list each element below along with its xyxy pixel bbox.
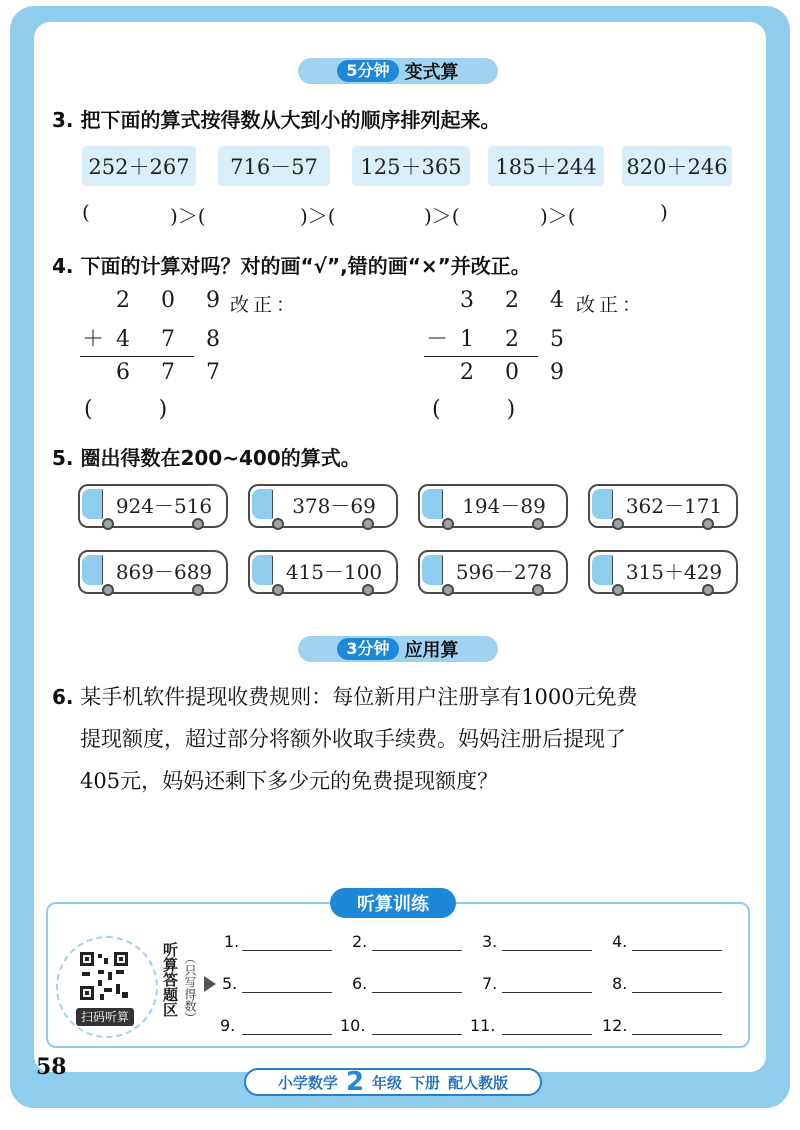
expression-box: 185＋244 <box>488 146 604 186</box>
paren-gt: )＞( <box>540 204 576 228</box>
page-number: 58 <box>36 1054 67 1080</box>
bus-label: 378－69 <box>292 494 376 518</box>
wheel-icon <box>362 518 374 530</box>
bus-window-icon <box>252 555 273 585</box>
listening-title: 听算训练 <box>330 888 456 918</box>
paren: ) <box>660 200 668 224</box>
bus-window-icon <box>592 489 613 519</box>
judgment-paren[interactable]: ( ) <box>84 397 168 422</box>
minuend: 3 2 4 <box>460 288 576 313</box>
difference-line <box>424 356 538 357</box>
addend-bottom: ＋4 7 8 <box>82 327 232 352</box>
bus-expression[interactable] <box>588 484 736 530</box>
bus-expression[interactable] <box>78 484 226 530</box>
book-info-footer <box>244 1068 542 1096</box>
paren: ( <box>82 200 90 224</box>
bus-window-icon <box>592 555 613 585</box>
bus-expression[interactable] <box>418 550 566 596</box>
bus-expression[interactable] <box>248 484 396 530</box>
q6-line: 某手机软件提现收费规则：每位新用户注册享有1000元免费 <box>80 685 638 709</box>
sum-result: 6 7 7 <box>116 360 232 385</box>
wheel-icon <box>272 518 284 530</box>
question-3-title: 3. 把下面的算式按得数从大到小的顺序排列起来。 <box>52 108 501 132</box>
answer-number: 8. <box>612 974 628 993</box>
wheel-icon <box>442 518 454 530</box>
grade-unit: 年级 <box>372 1073 403 1092</box>
bus-label: 315＋429 <box>625 560 723 584</box>
bus-label: 362－171 <box>625 494 723 518</box>
grade-number: 2 <box>345 1067 365 1097</box>
bus-window-icon <box>422 555 443 585</box>
section-title: 变式算 <box>404 62 459 83</box>
answer-blank[interactable] <box>372 992 462 993</box>
arrow-right-icon <box>204 976 216 992</box>
answer-number: 12. <box>602 1016 628 1035</box>
bus-window-icon <box>252 489 273 519</box>
section-time-badge: 3分钟 <box>337 638 398 660</box>
qr-code-icon[interactable] <box>78 950 130 1002</box>
answer-number: 9. <box>220 1016 236 1035</box>
answer-number: 11. <box>470 1016 496 1035</box>
subtrahend: －1 2 5 <box>426 327 576 352</box>
expression-box: 125＋365 <box>352 146 470 186</box>
bus-expression[interactable] <box>248 550 396 596</box>
expression-box: 716－57 <box>218 146 330 186</box>
answer-blank[interactable] <box>632 992 722 993</box>
bus-label: 924－516 <box>115 494 213 518</box>
bus-label: 194－89 <box>462 494 546 518</box>
section-title: 应用算 <box>404 640 459 661</box>
answer-number: 5. <box>222 974 238 993</box>
bus-window-icon <box>82 489 103 519</box>
section-header-variation <box>298 58 498 84</box>
subject-label: 小学数学 <box>277 1073 338 1092</box>
answer-number: 7. <box>482 974 498 993</box>
answer-blank[interactable] <box>502 1034 592 1035</box>
bus-label: 869－689 <box>115 560 213 584</box>
answer-number: 1. <box>224 932 240 951</box>
section-time-badge: 5分钟 <box>337 60 398 82</box>
judgment-paren[interactable]: ( ) <box>432 397 516 422</box>
sum-line <box>80 356 194 357</box>
wheel-icon <box>272 584 284 596</box>
correction-label: 改正： <box>230 294 300 316</box>
addend-top: 2 0 9 <box>116 288 232 313</box>
wheel-icon <box>442 584 454 596</box>
bus-label: 596－278 <box>455 560 553 584</box>
paren-gt: )＞( <box>170 204 206 228</box>
wheel-icon <box>612 584 624 596</box>
wheel-icon <box>612 518 624 530</box>
answer-note: （只写得数） <box>183 952 197 1024</box>
question-6-text <box>52 676 742 802</box>
answer-blank[interactable] <box>632 950 722 951</box>
difference-result: 2 0 9 <box>460 360 576 385</box>
answer-number: 6. <box>352 974 368 993</box>
section-header-application <box>298 636 498 662</box>
expression-box: 820＋246 <box>622 146 732 186</box>
paren-gt: )＞( <box>424 204 460 228</box>
wheel-icon <box>532 584 544 596</box>
wheel-icon <box>702 518 714 530</box>
answer-blank[interactable] <box>502 992 592 993</box>
correction-label: 改正： <box>576 294 646 316</box>
bus-label: 415－100 <box>285 560 383 584</box>
q6-line: 提现额度，超过部分将额外收取手续费。妈妈注册后提现了 <box>80 727 626 751</box>
paren-gt: )＞( <box>300 204 336 228</box>
bus-expression[interactable] <box>588 550 736 596</box>
answer-blank[interactable] <box>242 950 332 951</box>
question-4-title: 4. 下面的计算对吗？对的画“√”,错的画“×”并改正。 <box>52 254 531 278</box>
bus-expression[interactable] <box>78 550 226 596</box>
q6-line: 405元，妈妈还剩下多少元的免费提现额度？ <box>80 769 499 793</box>
answer-blank[interactable] <box>242 1034 332 1035</box>
wheel-icon <box>702 584 714 596</box>
answer-number: 10. <box>340 1016 366 1035</box>
volume-label: 下册 <box>410 1073 441 1092</box>
question-number: 6. <box>52 685 74 709</box>
answer-blank[interactable] <box>242 992 332 993</box>
qr-label: 扫码听算 <box>76 1008 134 1026</box>
bus-window-icon <box>82 555 103 585</box>
bus-expression[interactable] <box>418 484 566 530</box>
question-5-title: 5. 圈出得数在200~400的算式。 <box>52 446 361 470</box>
edition-label: 配人教版 <box>448 1073 509 1092</box>
wheel-icon <box>532 518 544 530</box>
wheel-icon <box>362 584 374 596</box>
answer-blank[interactable] <box>502 950 592 951</box>
ordering-answer-row[interactable] <box>82 200 702 230</box>
bus-window-icon <box>422 489 443 519</box>
answer-blank[interactable] <box>632 1034 722 1035</box>
answer-number: 2. <box>352 932 368 951</box>
wheel-icon <box>102 584 114 596</box>
wheel-icon <box>192 584 204 596</box>
answer-area-label: 听算答题区 <box>161 942 179 1017</box>
answer-blank[interactable] <box>372 950 462 951</box>
answer-number: 4. <box>612 932 628 951</box>
answer-number: 3. <box>482 932 498 951</box>
wheel-icon <box>102 518 114 530</box>
expression-box: 252＋267 <box>82 146 196 186</box>
wheel-icon <box>192 518 204 530</box>
answer-blank[interactable] <box>372 1034 462 1035</box>
